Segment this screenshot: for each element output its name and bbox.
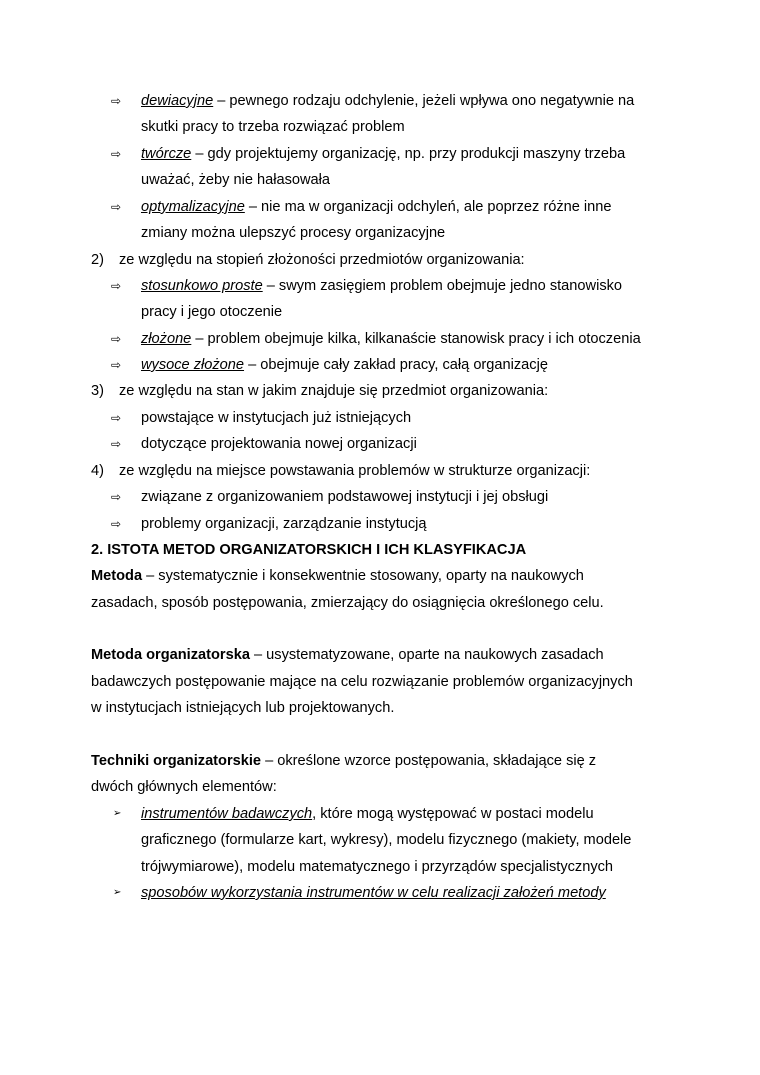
definition-paragraph: Techniki organizatorskie – określone wzorce postępowania, składające się z (91, 753, 597, 769)
definition-paragraph: Metoda organizatorska – usystematyzowane, oparte na naukowych zasadach (91, 647, 604, 663)
list-heading: ze względu na stopień złożoności przedmiotów organizowania: (119, 252, 525, 268)
list-item: złożone – problem obejmuje kilka, kilkanaście stanowisk pracy i ich otoczenia (141, 331, 641, 347)
term: wysoce złożone (141, 357, 245, 373)
arrow-bullet-icon: ⇨ (111, 332, 122, 346)
list-number: 4) (91, 463, 104, 479)
list-item: problemy organizacji, zarządzanie instytucją (141, 516, 427, 532)
arrow-bullet-icon: ⇨ (111, 200, 122, 214)
list-item: twórcze – gdy projektujemy organizację, np. przy produkcji maszyny trzeba (141, 146, 626, 162)
arrow-bullet-icon: ⇨ (111, 147, 122, 161)
arrow-bullet-icon: ⇨ (111, 279, 122, 293)
section-heading: 2. ISTOTA METOD ORGANIZATORSKICH I ICH KLASYFIKACJA (91, 542, 527, 558)
list-item-cont: graficznego (formularze kart, wykresy), modelu fizycznego (makiety, modele (141, 832, 632, 848)
list-item-cont: uważać, żeby nie hałasowała (141, 172, 331, 188)
triangle-bullet-icon: ➢ (113, 887, 122, 898)
term: sposobów wykorzystania instrumentów w celu realizacji założeń metody (141, 885, 606, 901)
list-item-cont: trójwymiarowe), modelu matematycznego i przyrządów specjalistycznych (141, 859, 614, 875)
list-heading: ze względu na stan w jakim znajduje się przedmiot organizowania: (119, 383, 549, 399)
arrow-bullet-icon: ⇨ (111, 490, 122, 504)
term: optymalizacyjne (141, 199, 245, 215)
arrow-bullet-icon: ⇨ (111, 94, 122, 108)
paragraph-line: dwóch głównych elementów: (91, 779, 277, 795)
term: instrumentów badawczych (141, 806, 313, 822)
list-item: związane z organizowaniem podstawowej instytucji i jej obsługi (141, 489, 549, 505)
definition-term: Techniki organizatorskie (91, 753, 262, 769)
paragraph-line: w instytucjach istniejących lub projektowanych. (91, 700, 395, 716)
definition-term: Metoda organizatorska (91, 647, 250, 663)
arrow-bullet-icon: ⇨ (111, 411, 122, 425)
list-item: powstające w instytucjach już istniejących (141, 410, 412, 426)
term: dewiacyjne (141, 93, 214, 109)
arrow-bullet-icon: ⇨ (111, 358, 122, 372)
list-number: 2) (91, 252, 104, 268)
list-item: optymalizacyjne – nie ma w organizacji odchyleń, ale poprzez różne inne (141, 199, 612, 215)
paragraph-line: zasadach, sposób postępowania, zmierzający do osiągnięcia określonego celu. (91, 595, 604, 611)
definition-paragraph: Metoda – systematycznie i konsekwentnie stosowany, oparty na naukowych (91, 568, 584, 584)
arrow-bullet-icon: ⇨ (111, 437, 122, 451)
term: stosunkowo proste (141, 278, 263, 294)
term: twórcze (141, 146, 192, 162)
list-item-cont: skutki pracy to trzeba rozwiązać problem (141, 119, 405, 135)
list-item: dewiacyjne – pewnego rodzaju odchylenie, jeżeli wpływa ono negatywnie na (141, 93, 635, 109)
paragraph-line: badawczych postępowanie mające na celu rozwiązanie problemów organizacyjnych (91, 674, 633, 690)
list-item: wysoce złożone – obejmuje cały zakład pracy, całą organizację (141, 357, 548, 373)
definition-term: Metoda (91, 568, 143, 584)
list-item: stosunkowo proste – swym zasięgiem problem obejmuje jedno stanowisko (141, 278, 623, 294)
arrow-bullet-icon: ⇨ (111, 517, 122, 531)
triangle-bullet-icon: ➢ (113, 808, 122, 819)
list-item-cont: pracy i jego otoczenie (141, 304, 283, 320)
list-item: instrumentów badawczych, które mogą występować w postaci modelu (141, 806, 594, 822)
list-heading: ze względu na miejsce powstawania problemów w strukturze organizacji: (119, 463, 591, 479)
list-item-cont: zmiany można ulepszyć procesy organizacyjne (141, 225, 446, 241)
list-item: dotyczące projektowania nowej organizacji (141, 436, 417, 452)
list-item (141, 884, 606, 902)
list-number: 3) (91, 383, 104, 399)
term: złożone (141, 331, 192, 347)
